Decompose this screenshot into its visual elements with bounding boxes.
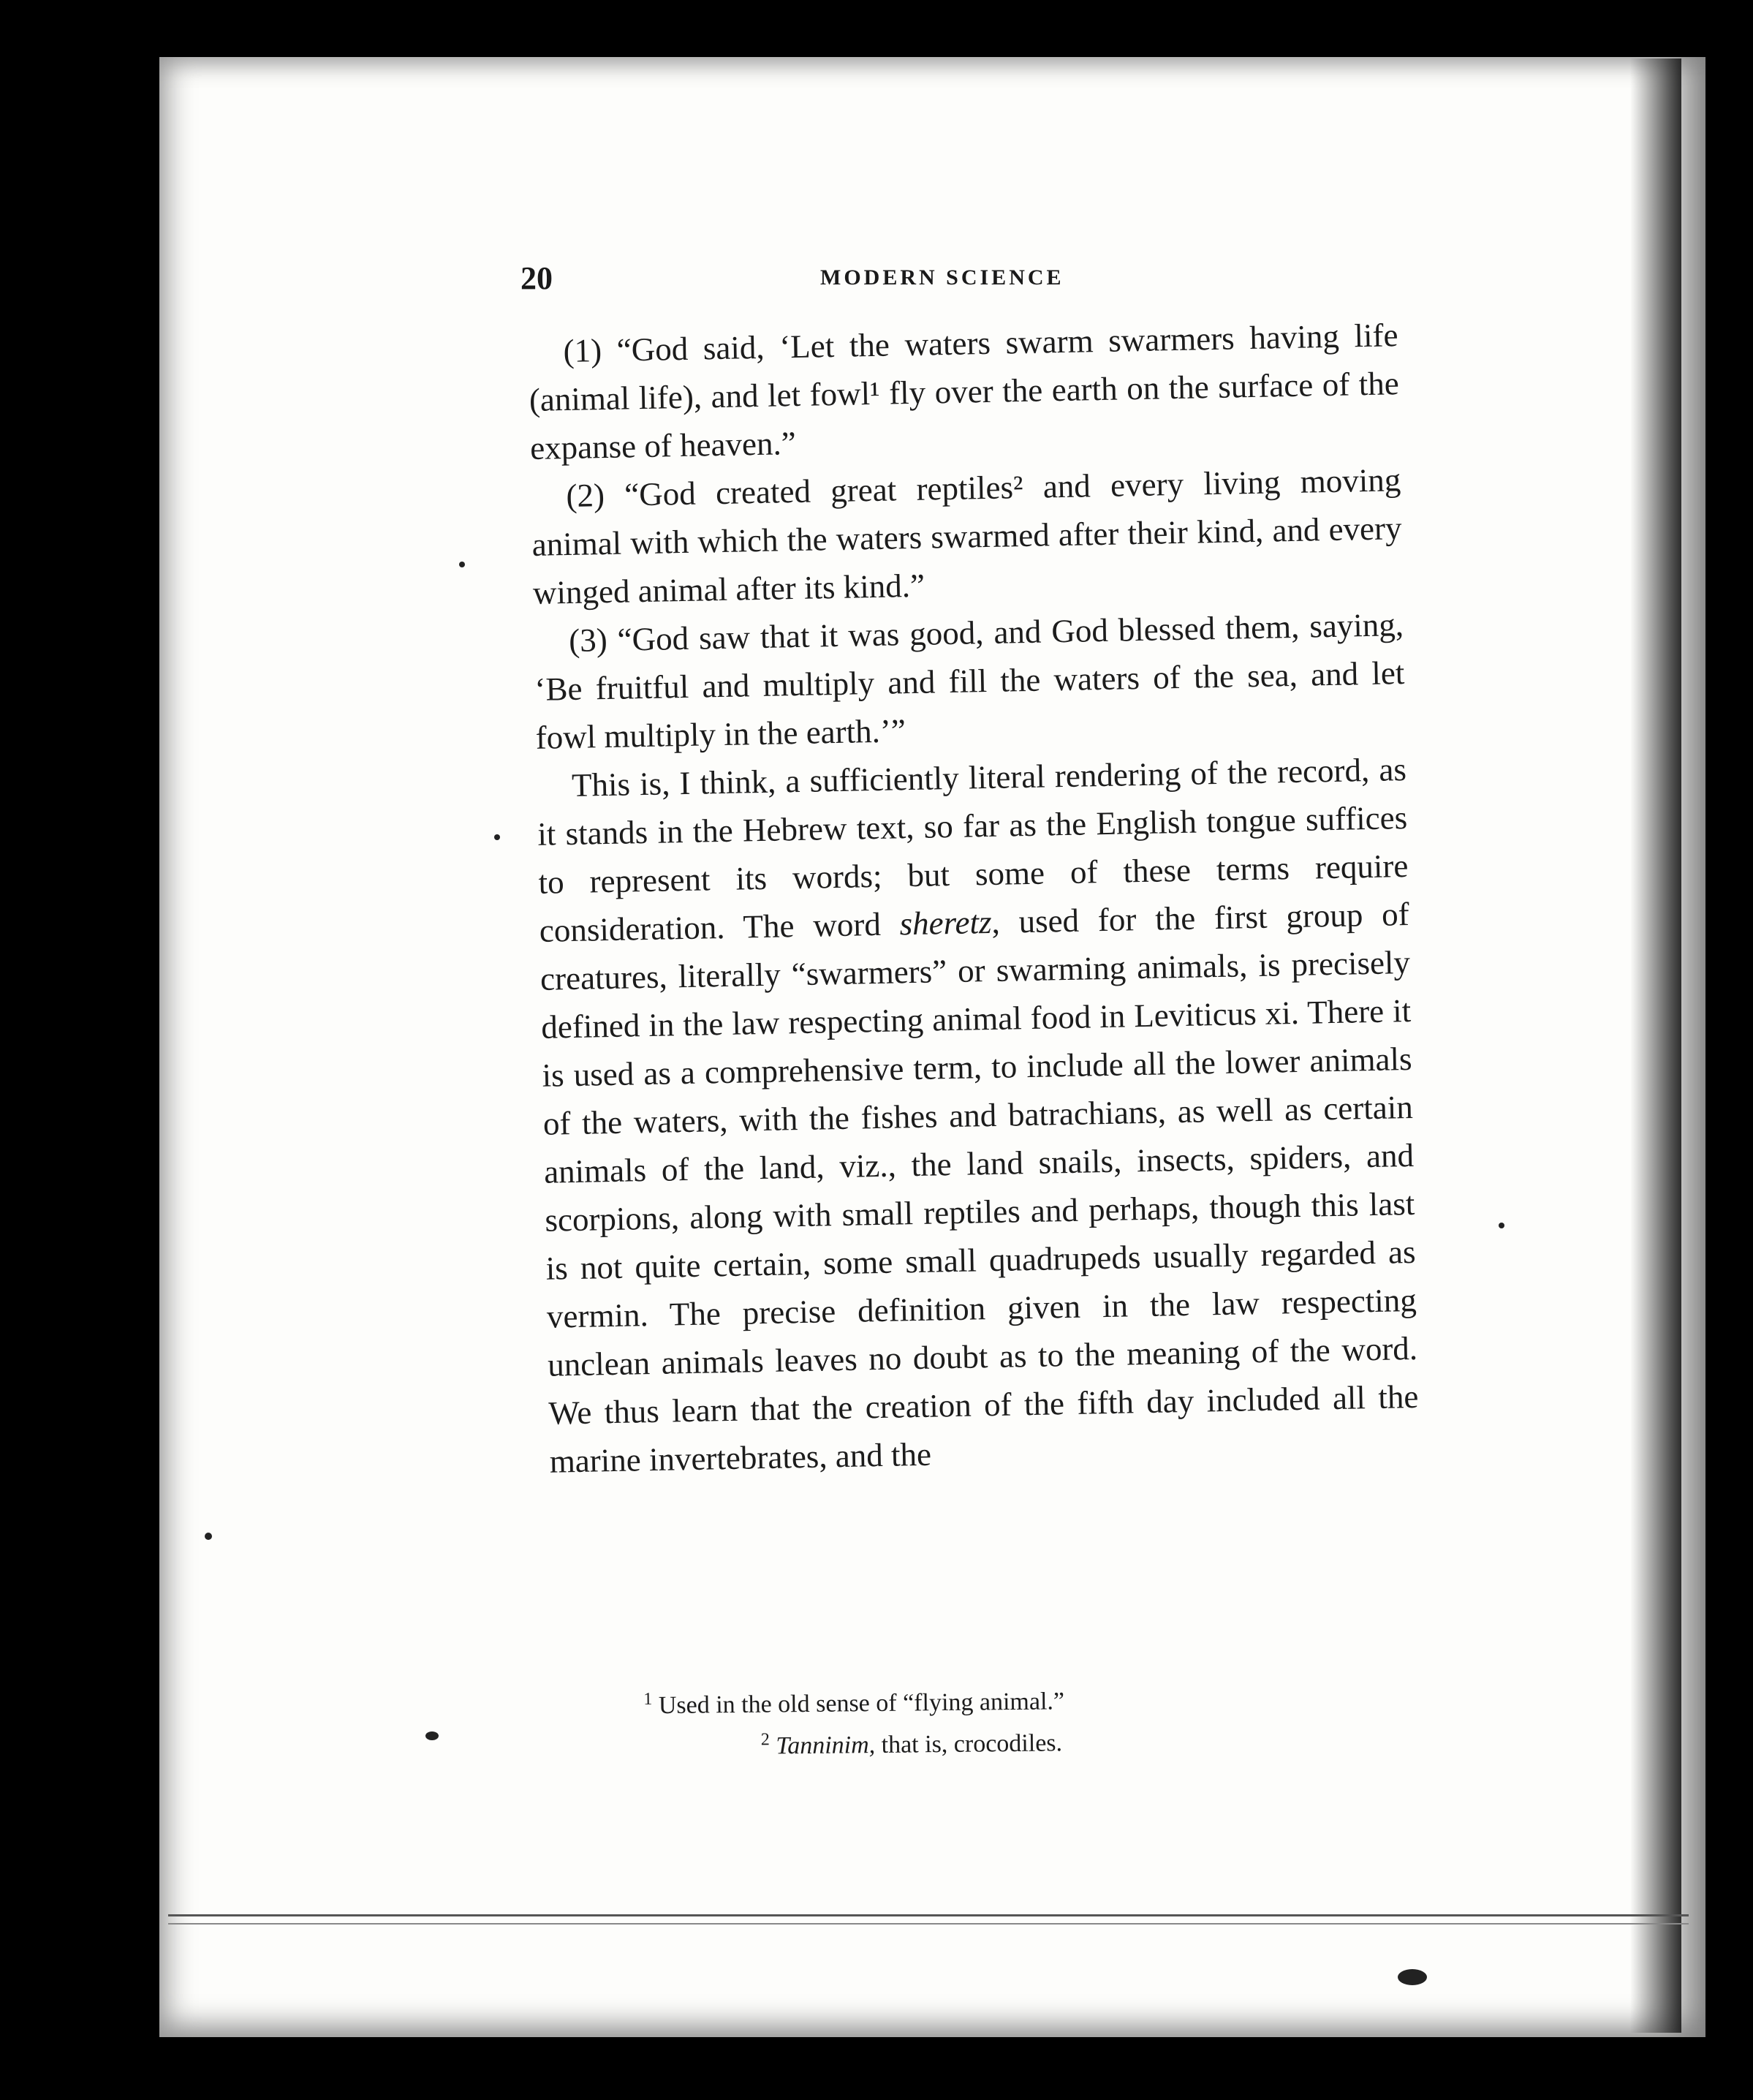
dust-speck	[1398, 1969, 1427, 1985]
footnote-2	[644, 1717, 1303, 1766]
page-header	[520, 260, 1456, 303]
dust-speck	[425, 1731, 439, 1740]
paragraph	[536, 745, 1420, 1486]
footnote-1	[643, 1675, 1302, 1724]
footnote-marker: 1	[643, 1689, 653, 1709]
body-text	[528, 311, 1420, 1486]
scan-edge-line	[168, 1914, 1689, 1916]
paragraph: (2) “God created great reptiles² and every living moving animal with which the waters swarmed after their kind, and every winged animal after its kind.”	[531, 461, 1402, 611]
dust-speck	[459, 562, 465, 567]
running-head: MODERN SCIENCE	[820, 265, 1064, 290]
hebrew-term: sheretz	[899, 903, 992, 943]
page-number: 20	[520, 260, 553, 296]
dust-speck	[1499, 1223, 1504, 1228]
paragraph-text: This is, I think, a sufficiently literal rendering of the record, as it stands in the Hebrew text, so far as the English tongue suffices to represent its words; but some of these terms require consideration. The word	[537, 751, 1409, 949]
footnote-marker: 2	[760, 1730, 770, 1750]
footnotes	[643, 1675, 1302, 1766]
footnote-text: Used in the old sense of “flying animal.”	[658, 1688, 1065, 1720]
dust-speck	[205, 1533, 212, 1540]
paragraph-text: , used for the first group of creatures, literally “swarmers” or swarming animals, is precisely defined in the law respecting animal food in Leviticus xi. There it is used as a comprehensive term, to include all the lower animals of the waters, with the fishes and batrachians, as well as certain animals of the land, viz., the land snails, insects, spiders, and scorpions, along with small reptiles and perhaps, though this last is not quite certain, some small quadrupeds usually regarded as vermin. The precise definition given in the law respecting unclean animals leaves no doubt as to the meaning of the word. We thus learn that the creation of the fifth day included all the marine invertebrates, and the	[539, 896, 1419, 1480]
gutter-shadow	[1630, 58, 1681, 2033]
paragraph: (1) “God said, ‘Let the waters swarm swarmers having life (animal life), and let fowl¹ fly over the earth on the surface of the expanse of heaven.”	[529, 317, 1400, 467]
footnote-text: that is, crocodiles.	[874, 1729, 1063, 1759]
dust-speck	[494, 834, 500, 840]
scan-edge-line	[168, 1923, 1689, 1925]
paragraph: (3) “God saw that it was good, and God blessed them, saying, ‘Be fruitful and multiply and fill the waters of the sea, and let fowl multiply in the earth.’”	[534, 606, 1405, 756]
footnote-term: Tanninim,	[776, 1731, 876, 1760]
